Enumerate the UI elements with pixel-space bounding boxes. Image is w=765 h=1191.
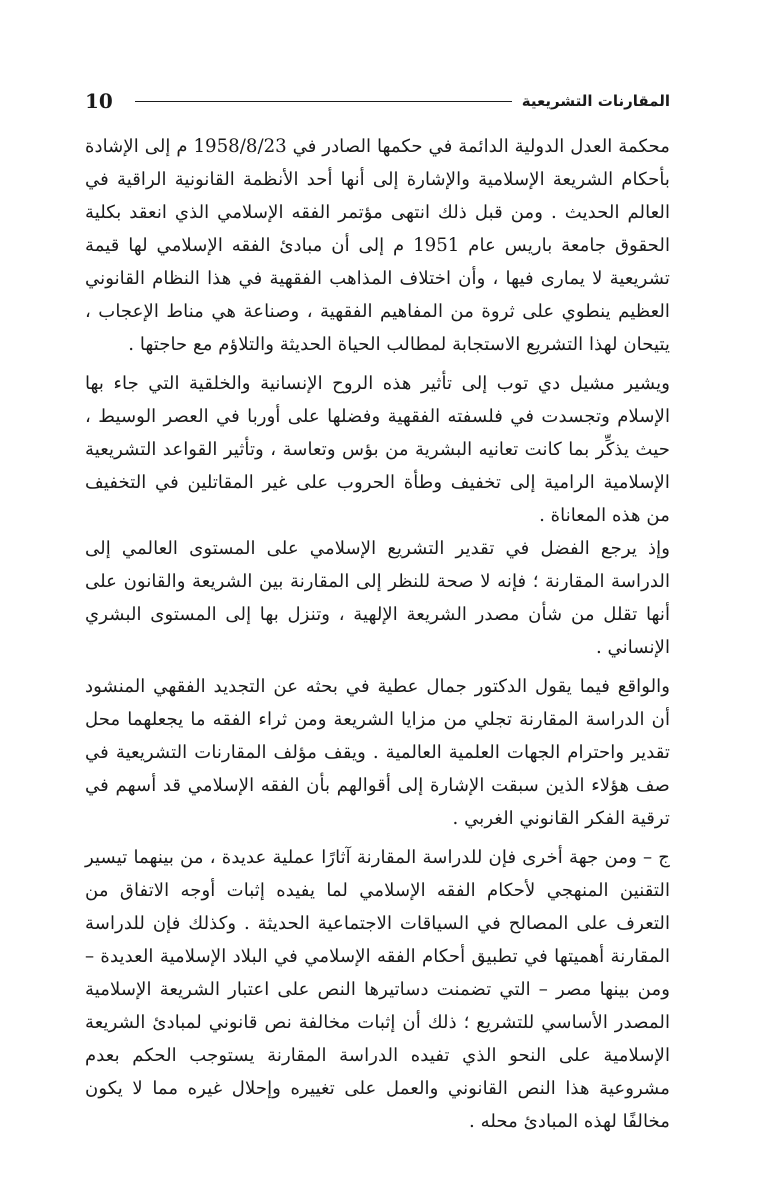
- body-text: [85, 130, 670, 1138]
- running-title: المقارنات التشريعية: [521, 92, 670, 110]
- paragraph: محكمة العدل الدولية الدائمة في حكمها الصادر في 1958/8/23 م إلى الإشادة بأحكام الشريعة الإسلامية والإشارة إلى أنها أحد الأنظمة القانونية الراقية في العالم الحديث . ومن قبل ذلك انتهى مؤتمر الفقه الإسلامي الذي انعقد بكلية الحقوق جامعة باريس عام 1951 م إلى أن مبادئ الفقه الإسلامي لها قيمة تشريعية لا يمارى فيها ، وأن اختلاف المذاهب الفقهية في هذا النظام القانوني العظيم ينطوي على ثروة من المفاهيم الفقهية ، وصناعة هي مناط الإعجاب ، يتيحان لهذا التشريع الاستجابة لمطالب الحياة الحديثة والتلاؤم مع حاجتها .: [85, 136, 670, 355]
- page-number: 10: [85, 89, 113, 113]
- header-rule: [135, 101, 512, 102]
- paragraph: ج – ومن جهة أخرى فإن للدراسة المقارنة آثارًا عملية عديدة ، من بينهما تيسير التقنين المنهجي لأحكام الفقه الإسلامي لما يفيده إثبات أوجه الاتفاق من التعرف على المصالح في السياقات الاجتماعية الحديثة . وكذلك فإن للدراسة المقارنة أهميتها في تطبيق أحكام الفقه الإسلامي في البلاد الإسلامية العديدة – ومن بينها مصر – التي تضمنت دساتيرها النص على اعتبار الشريعة الإسلامية المصدر الأساسي للتشريع ؛ ذلك أن إثبات مخالفة نص قانوني لمبادئ الشريعة الإسلامية على النحو الذي تفيده الدراسة المقارنة يستوجب الحكم بعدم مشروعية هذا النص القانوني والعمل على تغييره وإحلال غيره مما لا يكون مخالفًا لهذه المبادئ محله .: [85, 847, 670, 1132]
- book-page: [85, 84, 670, 1138]
- running-header: [85, 84, 670, 118]
- paragraph: ويشير مشيل دي توب إلى تأثير هذه الروح الإنسانية والخلقية التي جاء بها الإسلام وتجسدت في فلسفته الفقهية وفضلها على أوربا في العصر الوسيط ، حيث يذكِّر بما كانت تعانيه البشرية من بؤس وتعاسة ، وتأثير القواعد التشريعية الإسلامية الرامية إلى تخفيف وطأة الحروب على غير المقاتلين في التخفيف من هذه المعاناة .: [85, 373, 670, 526]
- paragraph: والواقع فيما يقول الدكتور جمال عطية في بحثه عن التجديد الفقهي المنشود أن الدراسة المقارنة تجلي من مزايا الشريعة ومن ثراء الفقه ما يجعلهما محل تقدير واحترام الجهات العلمية العالمية . ويقف مؤلف المقارنات التشريعية في صف هؤلاء الذين سبقت الإشارة إلى أقوالهم بأن الفقه الإسلامي قد أسهم في ترقية الفكر القانوني الغربي .: [85, 676, 670, 829]
- paragraph: وإذ يرجع الفضل في تقدير التشريع الإسلامي على المستوى العالمي إلى الدراسة المقارنة ؛ فإنه لا صحة للنظر إلى المقارنة بين الشريعة والقانون على أنها تقلل من شأن مصدر الشريعة الإلهية ، وتنزل بها إلى المستوى البشري الإنساني .: [85, 538, 670, 658]
